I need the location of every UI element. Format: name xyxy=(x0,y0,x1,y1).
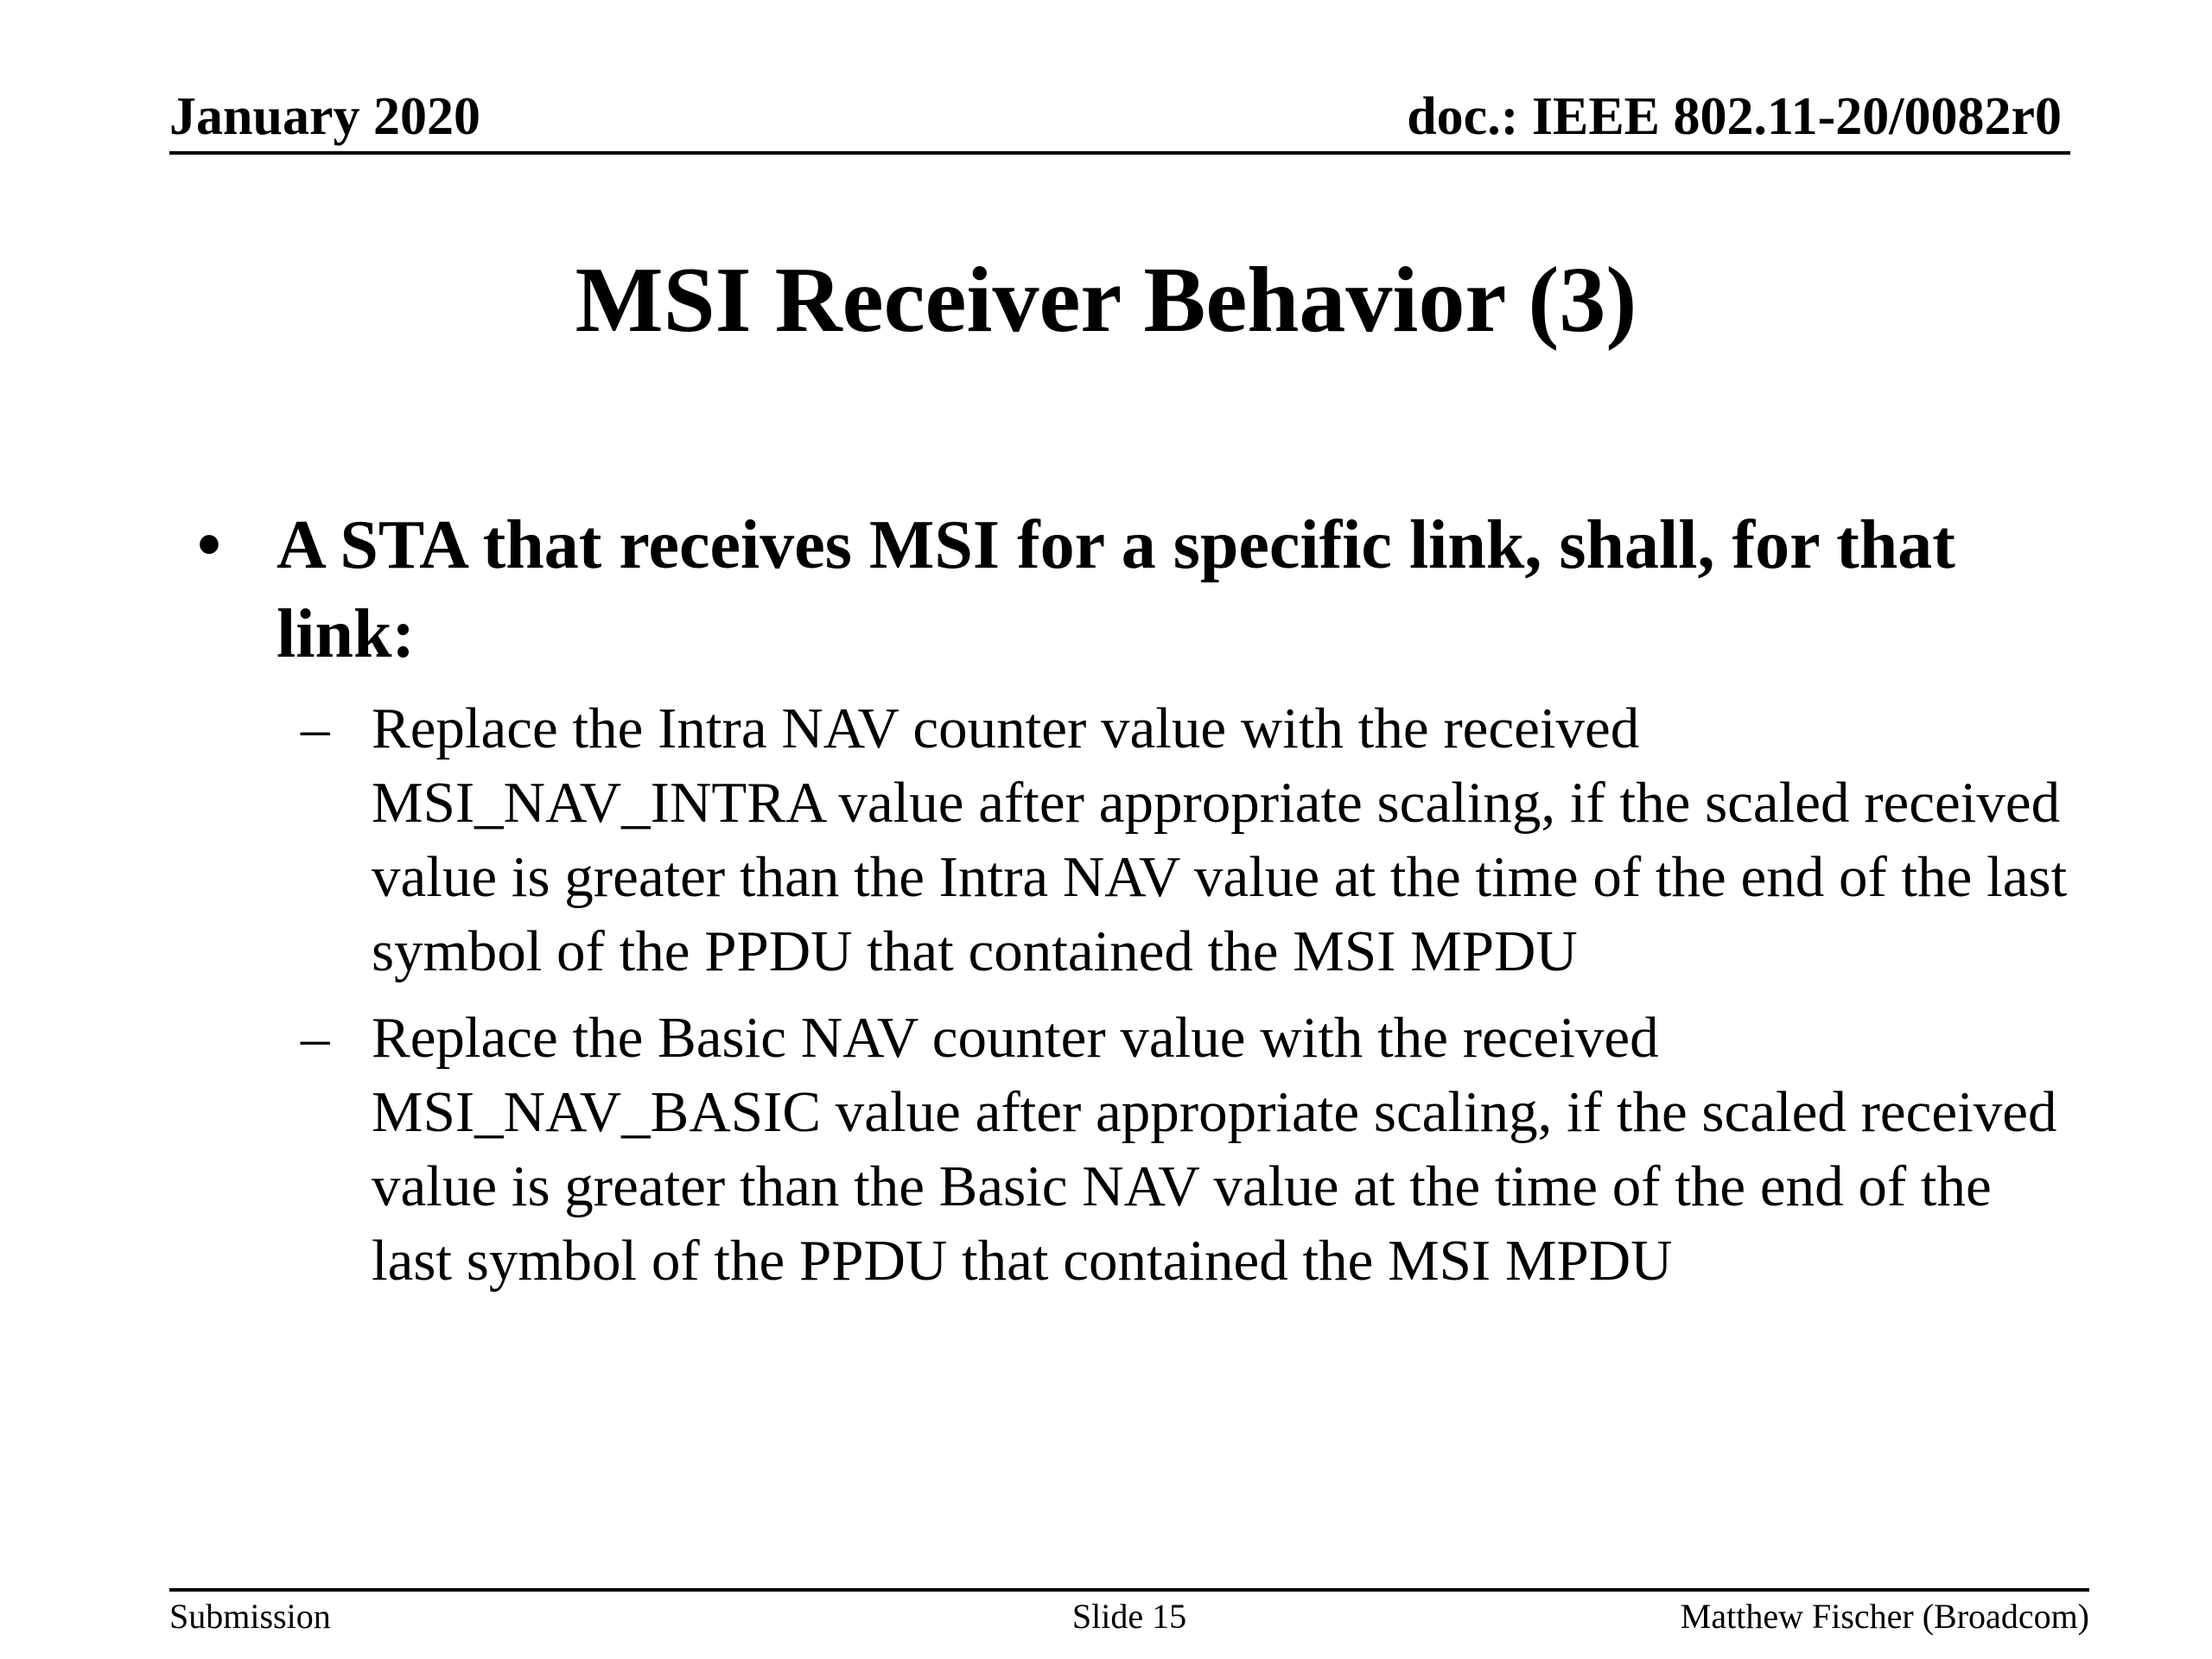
slide-header xyxy=(169,82,2070,155)
sub-bullet-marker: – xyxy=(301,1006,330,1070)
footer-submission: Submission xyxy=(169,1597,331,1636)
sub-bullet-item xyxy=(181,691,2082,988)
sub-bullet-list xyxy=(181,691,2082,1298)
sub-bullet-item xyxy=(181,1001,2082,1298)
slide-title: MSI Receiver Behavior (3) xyxy=(575,249,1637,352)
sub-bullet-text: Replace the Intra NAV counter value with the received MSI_NAV_INTRA value after appropriate scaling, if the scaled received value is greater than the Intra NAV value at the time of the end of the last symbol of the PPDU that contained the MSI MPDU xyxy=(372,696,2068,983)
sub-bullet-marker: – xyxy=(301,696,330,760)
bullet-marker: • xyxy=(197,507,222,583)
slide-footer xyxy=(169,1588,2089,1643)
bullet-text: A STA that receives MSI for a specific link, shall, for that link: xyxy=(276,507,1955,672)
sub-bullet-text: Replace the Basic NAV counter value with the received MSI_NAV_BASIC value after appropriate scaling, if the scaled received value is greater than the Basic NAV value at the time of the end of the last symbol of the PPDU that contained the MSI MPDU xyxy=(372,1006,2057,1293)
bullet-item xyxy=(181,501,2082,679)
header-doc-id: doc.: IEEE 802.11-20/0082r0 xyxy=(1407,87,2062,146)
footer-slide-number: Slide 15 xyxy=(1071,1597,1187,1636)
footer-author: Matthew Fischer (Broadcom) xyxy=(1680,1597,2089,1636)
header-date: January 2020 xyxy=(169,87,480,146)
slide-content xyxy=(181,501,2082,1310)
